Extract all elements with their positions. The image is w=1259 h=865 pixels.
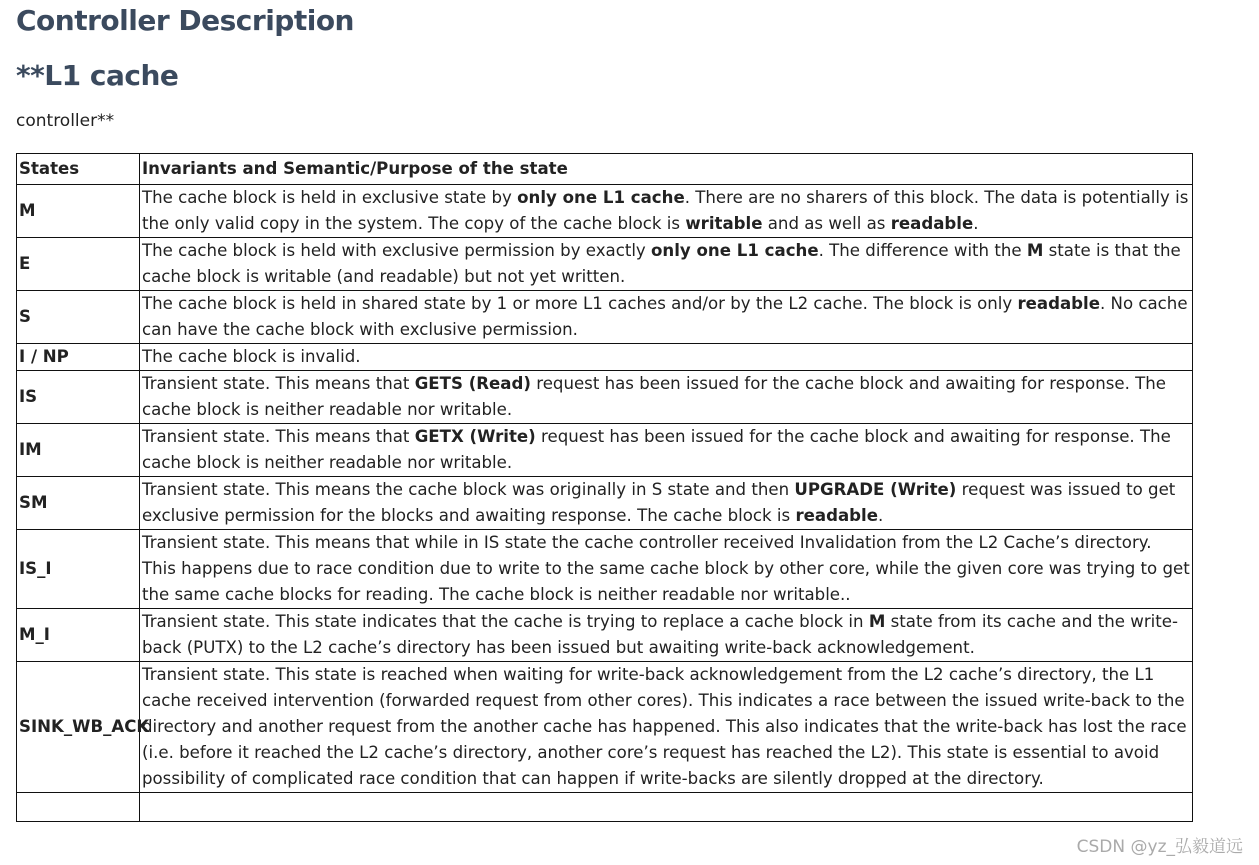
description-text: and as well as bbox=[762, 214, 891, 233]
table-row bbox=[17, 291, 1193, 344]
state-description-cell bbox=[140, 424, 1193, 477]
state-description-cell bbox=[140, 344, 1193, 371]
table-row bbox=[17, 477, 1193, 530]
state-description-cell bbox=[140, 793, 1193, 822]
description-text: . bbox=[973, 214, 979, 233]
table-row bbox=[17, 793, 1193, 822]
section-heading-continuation: controller** bbox=[16, 111, 115, 131]
states-column-header: States bbox=[17, 154, 140, 185]
table-row bbox=[17, 371, 1193, 424]
table-row bbox=[17, 424, 1193, 477]
table-row bbox=[17, 185, 1193, 238]
state-description-cell bbox=[140, 185, 1193, 238]
states-table bbox=[16, 153, 1193, 822]
table-header-row bbox=[17, 154, 1193, 185]
description-text: Transient state. This state is reached when waiting for write-back acknowledgement from the L2 cache’s directory, the L1 cache received intervention (forwarded request from other cores). This indicates a race between the issued write-back to the directory and another request from the another cache has happened. This also indicates that the write-back has lost the race (i.e. before it reached the L2 cache’s directory, another core’s request has reached the L2). This state is essential to avoid possibility of complicated race condition that can happen if write-backs are silently dropped at the directory. bbox=[142, 665, 1187, 788]
emphasis-text: readable bbox=[795, 506, 878, 525]
description-text: Transient state. This means that bbox=[142, 374, 415, 393]
section-heading: **L1 cache bbox=[16, 59, 179, 92]
page-title: Controller Description bbox=[16, 4, 354, 37]
state-description-cell bbox=[140, 477, 1193, 530]
description-text: . There are no sharers of this block. The data is potentially is the only valid copy in the system. The copy of the cache block is bbox=[142, 188, 1189, 233]
description-text: . The difference with the bbox=[818, 241, 1027, 260]
state-description-cell bbox=[140, 530, 1193, 609]
emphasis-text: GETS (Read) bbox=[414, 374, 531, 393]
emphasis-text: readable bbox=[890, 214, 974, 233]
description-text: . No cache can have the cache block with exclusive permission. bbox=[142, 294, 1188, 339]
state-description-cell bbox=[140, 371, 1193, 424]
state-description-cell bbox=[140, 291, 1193, 344]
state-description-cell bbox=[140, 662, 1193, 793]
description-text: request has been issued for the cache block and awaiting for response. The cache block is neither readable nor writable. bbox=[142, 374, 1167, 419]
watermark: CSDN @yz_弘毅道远 bbox=[1076, 837, 1243, 857]
table-row bbox=[17, 530, 1193, 609]
emphasis-text: M bbox=[1026, 241, 1044, 260]
emphasis-text: writable bbox=[685, 214, 763, 233]
description-text: Transient state. This means the cache block was originally in S state and then bbox=[142, 480, 795, 499]
description-text: state is that the cache block is writable (and readable) but not yet written. bbox=[142, 241, 1181, 286]
state-cell: IS bbox=[17, 371, 140, 424]
description-text: request has been issued for the cache block and awaiting for response. The cache block is neither readable nor writable. bbox=[142, 427, 1171, 472]
description-text: The cache block is invalid. bbox=[142, 347, 361, 366]
state-cell bbox=[17, 793, 140, 822]
state-cell: IM bbox=[17, 424, 140, 477]
state-cell: E bbox=[17, 238, 140, 291]
emphasis-text: GETX (Write) bbox=[414, 427, 536, 446]
state-cell: S bbox=[17, 291, 140, 344]
table-body bbox=[17, 185, 1193, 822]
description-text: The cache block is held in exclusive state by bbox=[142, 188, 518, 207]
emphasis-text: only one L1 cache bbox=[651, 241, 819, 260]
table-row bbox=[17, 344, 1193, 371]
state-cell: M_I bbox=[17, 609, 140, 662]
description-text: Transient state. This state indicates that the cache is trying to replace a cache block in bbox=[142, 612, 869, 631]
table-row bbox=[17, 238, 1193, 291]
state-cell: SM bbox=[17, 477, 140, 530]
table-row bbox=[17, 662, 1193, 793]
state-description-cell bbox=[140, 609, 1193, 662]
description-text: The cache block is held with exclusive permission by exactly bbox=[142, 241, 652, 260]
table-row bbox=[17, 609, 1193, 662]
description-text: . bbox=[877, 506, 884, 525]
description-text: Transient state. This means that while in IS state the cache controller received Invalidation from the L2 Cache’s directory. This happens due to race condition due to write to the same cache block by other core, while the given core was trying to get the same cache blocks for reading. The cache block is neither readable nor writable.. bbox=[142, 533, 1190, 604]
emphasis-text: readable bbox=[1017, 294, 1100, 313]
state-cell: SINK_WB_ACK bbox=[17, 662, 140, 793]
description-column-header: Invariants and Semantic/Purpose of the state bbox=[140, 154, 1193, 185]
state-cell: I / NP bbox=[17, 344, 140, 371]
state-description-cell bbox=[140, 238, 1193, 291]
description-text: request was issued to get exclusive permission for the blocks and awaiting response. The cache block is bbox=[142, 480, 1176, 525]
emphasis-text: UPGRADE (Write) bbox=[794, 480, 957, 499]
emphasis-text: M bbox=[868, 612, 886, 631]
description-text: Transient state. This means that bbox=[142, 427, 415, 446]
state-cell: M bbox=[17, 185, 140, 238]
description-text: The cache block is held in shared state by 1 or more L1 caches and/or by the L2 cache. The block is only bbox=[142, 294, 1018, 313]
description-text: state from its cache and the write-back (PUTX) to the L2 cache’s directory has been issued but awaiting write-back acknowledgement. bbox=[142, 612, 1178, 657]
emphasis-text: only one L1 cache bbox=[517, 188, 685, 207]
state-cell: IS_I bbox=[17, 530, 140, 609]
